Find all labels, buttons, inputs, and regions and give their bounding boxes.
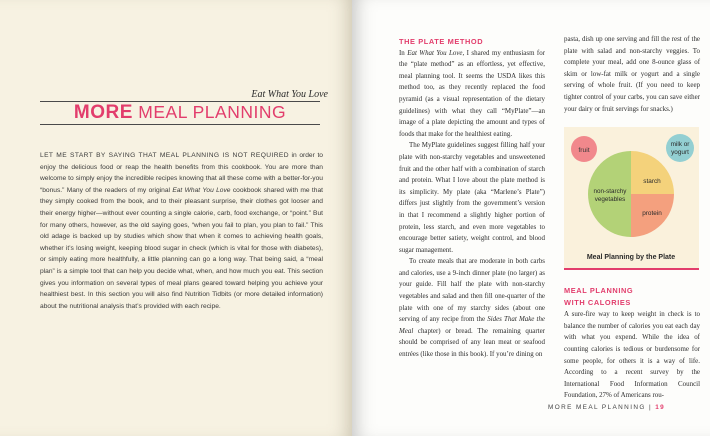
plate-paragraph-1 — [399, 48, 545, 141]
plate-p1-b: , I shared my enthusiasm for the “plate method” as an effortless, yet effective, meal planning tool. It seems the USDA likes this method too, as they recently replaced the food pyramid (as a visual representation of the dietary guidelines) with what they call “MyPlate”—an image of a plate depicting the amount and types of foods that make for the healthiest eating. — [399, 48, 546, 138]
milk-label-1: milk or — [670, 141, 690, 148]
plate-diagram-svg — [564, 127, 699, 268]
intro-text-2: cookbook shared with me that they simply cooked from the book, and to their pleasant surprise, their clothes got looser and their energy higher—without ever counting a single calorie, carb, food exchange, or “point.” But for many others, however, as the old saying goes, “when you fail to plan, you plan to fail.” This old adage is backed up by studies which show that when it comes to achieving health goals, whether it’s losing weight, keeping blood sugar in check (which is vital for those with diabetes), or simply eating more healthfully, a little planning can go a long way. That being said, a “meal plan” is a simple tool that can help you decide what, when, and how much you eat. This section gives you information on several types of meal plans geared toward helping you achieve your healthiest best. In this section you will also find Nutrition Tidbits (or more detailed information) about the nutritional analysis that’s provided with each recipe. — [40, 186, 323, 310]
plate-p3-a: To create meals that are moderate in both carbs and calories, use a 9-inch dinner plate (no larger) as your guide. Fill half the plate with non-starchy vegetables and salad and then fill one-quarter of the plate with one of my starchy sides (about one serving of any recipe from the — [399, 257, 545, 324]
calories-paragraph: A sure-fire way to keep weight in check is to balance the number of calories you eat each day with what you expend. While the idea of counting calories is tedious or burdensome for some people, for others it is a way of life. According to a recent survey by the International Food Information Council Foundation, 27% of Americans rou- — [564, 310, 700, 400]
column2-top-paragraph: pasta, dish up one serving and fill the rest of the plate with salad and non-starchy veggies. To complete your meal, add one 8-ounce glass of skim or low-fat milk or yogurt and a single serving of whole fruit. (If you need to keep tighter control of your carbs, you can save either your dairy or fruit servings for snacks.) — [564, 35, 700, 113]
vegetables-label-2: vegetables — [594, 196, 626, 203]
plate-method-heading: THE PLATE METHOD — [399, 37, 484, 46]
calories-section — [564, 285, 700, 402]
footer-separator: | — [648, 404, 653, 411]
fruit-label: fruit — [578, 147, 590, 154]
plate-p3-b: chapter) or bread. The remaining quarter should be comprised of any lean meat or seafood entrées (like those in this book). If you’re dining on — [399, 326, 545, 359]
plate-p1-book-title: Eat What You Love — [407, 48, 463, 57]
plate-p3-chapter-title: Sides That Make the Meal — [399, 315, 546, 335]
protein-label: protein — [642, 210, 662, 217]
intro-text-1: in order to enjoy the delicious food or reap the health benefits from this cookbook. You are more than welcome to simply enjoy the incredible recipes knowing that all these come with a better-for-you “bonus.” Many of the readers of my original — [40, 152, 323, 194]
running-footer-title: MORE MEAL PLANNING — [548, 404, 646, 411]
plate-caption: Meal Planning by the Plate — [586, 254, 676, 261]
intro-paragraph — [40, 150, 323, 312]
calories-heading-1: MEAL PLANNING — [564, 286, 634, 295]
milk-label-2: yogurt — [671, 149, 689, 156]
plate-paragraph-2: The MyPlate guidelines suggest filling half your plate with non-starchy vegetables and unsweetened fruit and the other half with a combination of starch and protein. What I love about the plate method is its simplicity. My plate (aka “Marlene’s Plate”) differs just slightly from the government’s version in that I recommend a slightly higher portion of protein, less starch, and even more vegetables to encourage better satiety, weight control, and blood sugar management. — [399, 141, 545, 254]
intro-book-title: Eat What You Love — [172, 186, 231, 194]
plate-paragraph-3 — [399, 256, 545, 360]
starch-label: starch — [643, 178, 661, 185]
page-title — [40, 102, 320, 124]
milk-circle — [666, 134, 694, 162]
vegetables-label-1: non-starchy — [593, 188, 627, 195]
title-strong: MORE — [73, 102, 133, 123]
starch-slice — [631, 151, 674, 194]
right-column-1 — [399, 36, 545, 361]
right-column-2 — [564, 34, 700, 115]
plate-diagram — [564, 127, 699, 270]
title-rule-bottom — [40, 124, 320, 125]
title-rest: MEAL PLANNING — [138, 102, 287, 122]
page-footer — [548, 404, 665, 411]
plate-p1-a: In — [399, 48, 408, 57]
intro-lead-caps: LET ME START BY SAYING THAT MEAL PLANNING IS NOT REQUIRED — [40, 152, 289, 159]
page-number: 19 — [655, 404, 666, 411]
section-kicker: Eat What You Love — [251, 89, 328, 100]
calories-heading-2: WITH CALORIES — [564, 297, 631, 307]
